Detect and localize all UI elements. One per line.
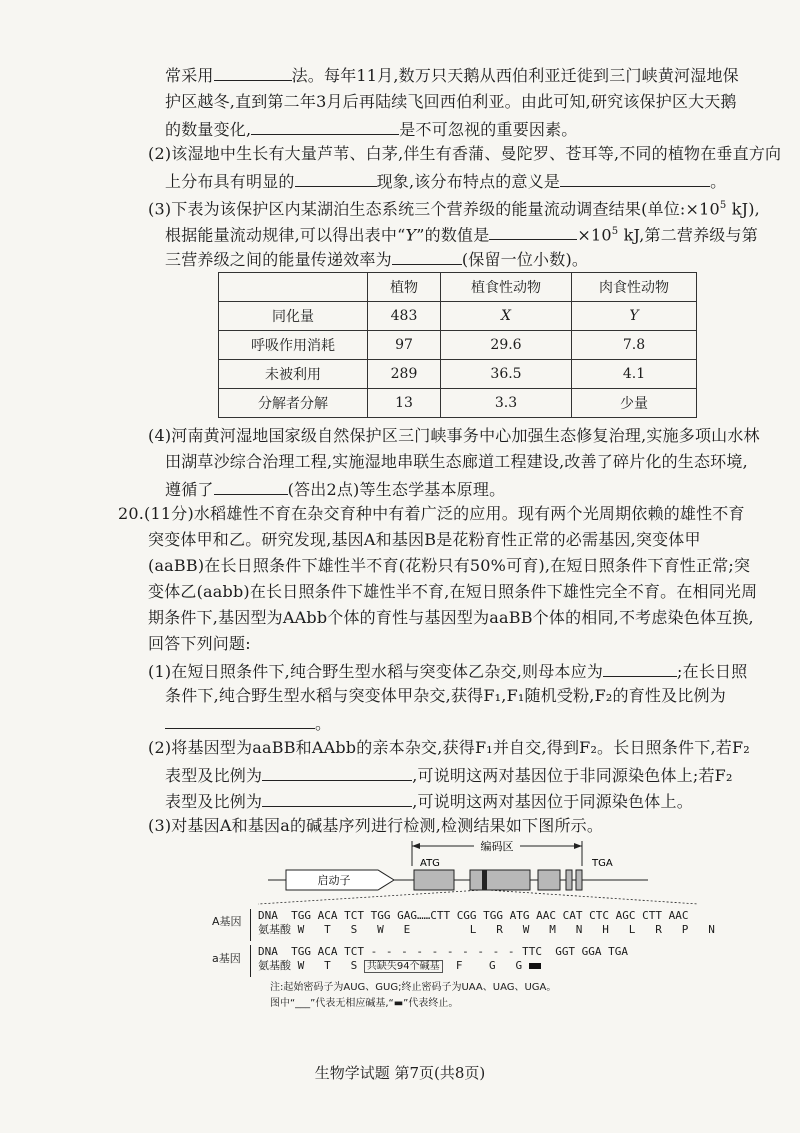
table-header-cell: [219, 273, 368, 302]
q19-line-1: 常采用 法。每年11月,数万只天鹅从西伯利亚迁徙到三门峡黄河湿地保: [165, 62, 739, 88]
gene-a-dna-row: DNA TGG ACA TCT - - - - - - - - - - TTC GGT GGA TGA: [258, 945, 629, 958]
q20-stem-line3: (aaBB)在长日照条件下雄性半不育(花粉只有50%可育),在短日照条件下育性正常;突: [148, 556, 751, 575]
exon-box: [538, 870, 560, 890]
table-row: [219, 360, 697, 389]
page-footer: 生物学试题 第7页(共8页): [314, 1064, 486, 1082]
table-row: [219, 331, 697, 360]
table-cell: 4.1: [572, 360, 697, 389]
answer-blank[interactable]: [214, 476, 288, 495]
stop-marker: [529, 963, 541, 969]
energy-flow-table: [218, 272, 697, 418]
promoter-label: 启动子: [317, 874, 351, 887]
answer-blank[interactable]: [489, 221, 577, 240]
table-cell: Y: [572, 302, 697, 331]
q20-stem-line6: 回答下列问题:: [148, 634, 251, 653]
table-cell: 3.3: [441, 389, 572, 418]
tga-label: TGA: [592, 858, 613, 869]
divider: [250, 909, 251, 941]
q20-part1-line3: 。: [165, 710, 331, 736]
figure-note-2: 图中“___”代表无相应碱基,“▬”代表终止。: [270, 998, 459, 1009]
atg-label: ATG: [420, 858, 440, 869]
table-cell: 36.5: [441, 360, 572, 389]
table-cell: 呼吸作用消耗: [219, 331, 368, 360]
missing-bases-note: 共缺失94个碱基: [364, 960, 443, 973]
table-header-cell: 植物: [368, 273, 441, 302]
table-cell: 未被利用: [219, 360, 368, 389]
table-cell: 7.8: [572, 331, 697, 360]
table-row: [219, 302, 697, 331]
table-cell: 289: [368, 360, 441, 389]
answer-blank[interactable]: [603, 658, 677, 677]
q19-part3-line1: (3)下表为该保护区内某湖泊生态系统三个营养级的能量流动调查结果(单位$:\times 10^5$ kJ),: [148, 199, 760, 219]
q20-part2-line1: (2)将基因型为aaBB和AAbb的亲本杂交,获得F₁并自交,得到F₂。长日照条件下,若F₂: [148, 738, 750, 757]
table-row: [219, 389, 697, 418]
q19-part3-line3: 三营养级之间的能量传递效率为 (保留一位小数)。: [165, 246, 588, 272]
q20-part2-line2: 表型及比例为 ,可说明这两对基因位于非同源染色体上;若F₂: [165, 762, 733, 788]
q20-part1-line1: (1)在短日照条件下,纯合野生型水稻与突变体乙杂交,则母本应为 ;在长日照: [148, 658, 747, 684]
exon-box: [576, 870, 582, 890]
answer-blank[interactable]: [165, 710, 315, 729]
table-header-cell: 肉食性动物: [572, 273, 697, 302]
q20-stem-line1: 20.(11分)水稻雄性不育在杂交育种中有着广泛的应用。现有两个光周期依赖的雄性不育: [118, 504, 745, 523]
q19-part2-line2: 上分布具有明显的 现象,该分布特点的意义是 。: [165, 168, 726, 194]
q20-stem-line4: 变体乙(aabb)在长日照条件下雄性半不育,在短日照条件下雄性完全不育。在相同光周: [148, 582, 758, 601]
table-cell: 483: [368, 302, 441, 331]
q19-part4-line2: 田湖草沙综合治理工程,实施湿地串联生态廊道工程建设,改善了碎片化的生态环境,: [165, 452, 748, 471]
answer-blank[interactable]: [214, 62, 292, 81]
q19-part3-line2: 根据能量流动规律,可以得出表中“Y”的数值是 $\times 10^5$ kJ,第二营养级与第: [165, 220, 758, 247]
q20-part2-line3: 表型及比例为 ,可说明这两对基因位于同源染色体上。: [165, 788, 693, 814]
q19-part4-line3: 遵循了 (答出2点)等生态学基本原理。: [165, 476, 505, 502]
table-header-row: [219, 273, 697, 302]
q19-part4-line1: (4)河南黄河湿地国家级自然保护区三门峡事务中心加强生态修复治理,实施多项山水林: [148, 426, 760, 445]
gene-A-dna-row: DNA TGG ACA TCT TGG GAG……CTT CGG TGG ATG AAC CAT CTC AGC CTT AAC: [258, 909, 689, 922]
exon-box: [470, 870, 530, 890]
table-cell: X: [441, 302, 572, 331]
table-cell: 同化量: [219, 302, 368, 331]
answer-blank[interactable]: [392, 246, 462, 265]
gene-a-aa-row: 氨基酸 W T S 共缺失94个碱基 F G G: [258, 959, 541, 973]
gene-a-label: a基因: [212, 952, 241, 965]
q19-line-2: 护区越冬,直到第二年3月后再陆续飞回西伯利亚。由此可知,研究该保护区大天鹅: [165, 92, 737, 111]
table-cell: 少量: [572, 389, 697, 418]
table-cell: 29.6: [441, 331, 572, 360]
gene-structure-diagram: [248, 836, 708, 906]
gene-A-aa-row: 氨基酸 W T S W E L R W M N H L R P N: [258, 923, 715, 936]
answer-blank[interactable]: [262, 788, 412, 807]
answer-blank[interactable]: [560, 168, 710, 187]
q20-stem-line2: 突变体甲和乙。研究发现,基因A和基因B是花粉育性正常的必需基因,突变体甲: [148, 530, 701, 549]
figure-note-1: 注:起始密码子为AUG、GUG;终止密码子为UAA、UAG、UGA。: [270, 982, 557, 993]
table-cell: 13: [368, 389, 441, 418]
table-cell: 分解者分解: [219, 389, 368, 418]
table-header-cell: 植食性动物: [441, 273, 572, 302]
divider: [250, 945, 251, 977]
answer-blank[interactable]: [251, 116, 399, 135]
mutation-marker: [482, 870, 487, 890]
q19-part2-line1: (2)该湿地中生长有大量芦苇、白茅,伴生有香蒲、曼陀罗、苍耳等,不同的植物在垂直方向: [148, 144, 782, 163]
q20-stem-line5: 期条件下,基因型为AAbb个体的育性与基因型为aaBB个体的相同,不考虑染色体互换,: [148, 608, 754, 627]
exon-box: [566, 870, 572, 890]
q19-line-3: 的数量变化, 是不可忽视的重要因素。: [165, 116, 578, 142]
q20-part3-line1: (3)对基因A和基因a的碱基序列进行检测,检测结果如下图所示。: [148, 816, 604, 835]
table-cell: 97: [368, 331, 441, 360]
coding-region-label: 编码区: [480, 840, 514, 853]
exon-box: [414, 870, 454, 890]
answer-blank[interactable]: [295, 168, 377, 187]
gene-A-label: A基因: [212, 915, 242, 928]
q20-part1-line2: 条件下,纯合野生型水稻与突变体甲杂交,获得F₁,F₁随机受粉,F₂的育性及比例为: [165, 686, 726, 705]
answer-blank[interactable]: [262, 762, 412, 781]
